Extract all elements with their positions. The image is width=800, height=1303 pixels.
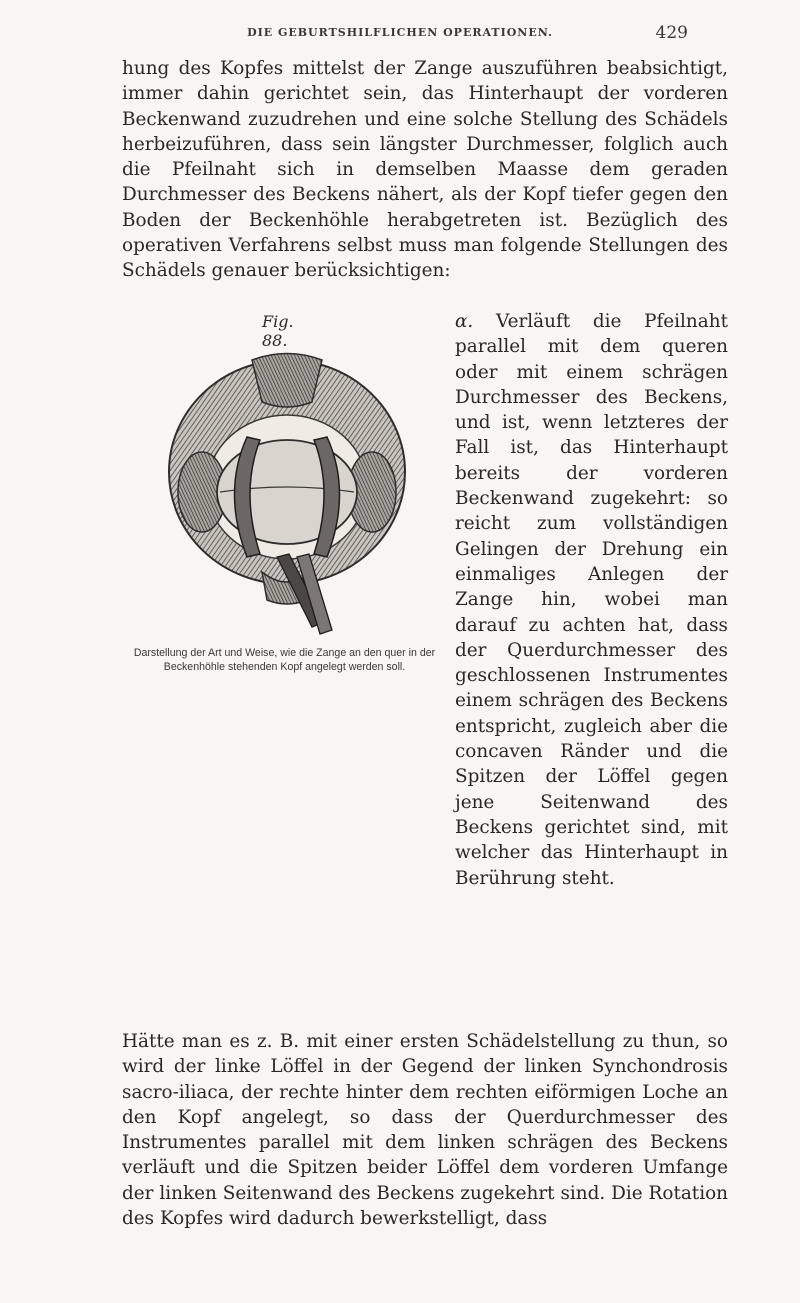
bottom-paragraph: Hätte man es z. B. mit einer ersten Schädelstellung zu thun, so wird der linke Löffel in der Gegend der linken Synchondrosis sacro-iliaca, der rechte hinter dem rechten eiförmigen Loche an den Kopf angelegt, so dass der Querdurchmesser des Instrumentes parallel mit dem linken schrägen des Beckens verläuft und die Spitzen beider Löffel dem vorderen Umfange der linken Seitenwand des Beckens zugekehrt sind. Die Rotation des Kopfes wird dadurch bewerkstelligt, dass xyxy=(122,1031,728,1230)
alpha-marker: α. xyxy=(455,311,474,332)
figure-88 xyxy=(122,312,447,1022)
top-paragraph: hung des Kopfes mittelst der Zange auszuführen beabsichtigt, immer dahin gerichtet sein, das Hinterhaupt der vorderen Beckenwand zuzudrehen und eine solche Stellung des Schädels herbeizuführen, dass sein längster Durchmesser, folglich auch die Pfeilnaht sich in demselben Maasse dem geraden Durchmesser des Beckens nähert, als der Kopf tiefer gegen den Boden der Beckenhöhle herabgetreten ist. Bezüglich des operativen Verfahrens selbst muss man folgende Stellungen des Schädels genauer berücksichtigen: xyxy=(122,58,728,282)
forceps-illustration xyxy=(162,342,417,642)
side-paragraph xyxy=(455,309,728,891)
side-column xyxy=(455,309,728,891)
side-paragraph-text: Verläuft die Pfeilnaht parallel mit dem queren oder mit einem schrägen Durchmesser des Beckens, und ist, wenn letzteres der Fall ist, das Hinterhaupt bereits der vorderen Beckenwand zugekehrt: so reicht zum vollständigen Gelingen der Drehung ein einmaliges Anlegen der Zange hin, wobei man darauf zu achten hat, dass der Querdurchmesser des geschlossenen Instrumentes einem schrägen des Beckens entspricht, zugleich aber die concaven Ränder und die Spitzen der Löffel gegen jene Seitenwand des Beckens gerichtet sind, mit welcher das Hinterhaupt in Berührung steht. xyxy=(455,311,728,889)
figure-caption: Darstellung der Art und Weise, wie die Zange an den quer in der Beckenhöhle stehenden Kopf angelegt werden soll. xyxy=(133,647,436,673)
page-number: 429 xyxy=(655,23,688,43)
running-head: DIE GEBURTSHILFLICHEN OPERATIONEN. xyxy=(247,26,553,39)
page-header xyxy=(0,23,800,50)
sacrum xyxy=(252,354,322,408)
figure-label: Fig. 88. xyxy=(262,312,294,350)
